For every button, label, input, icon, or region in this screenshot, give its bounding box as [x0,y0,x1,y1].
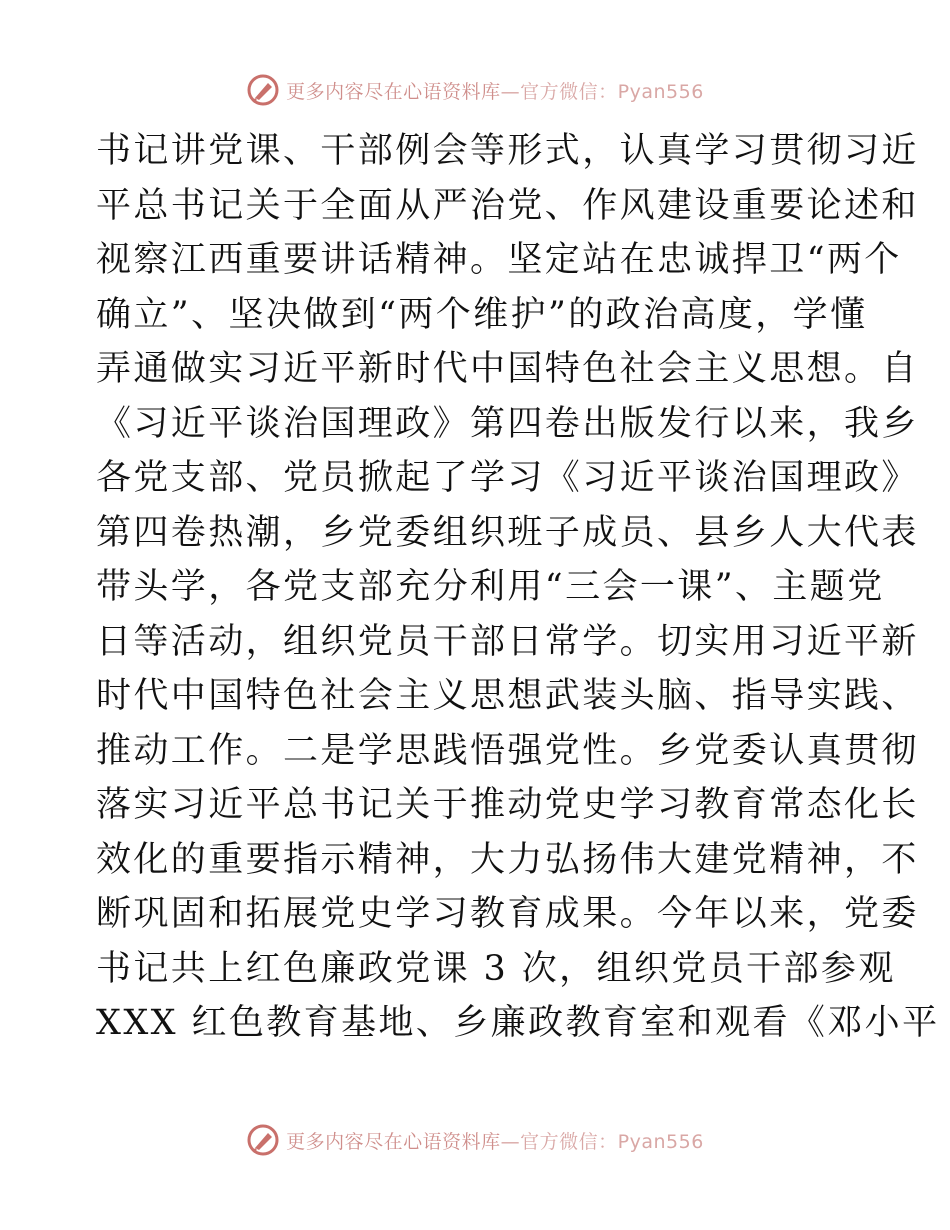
watermark-sep: — [500,1130,521,1153]
watermark-main: 更多内容尽在心语资料库 [286,80,501,103]
body-line: 《习近平谈治国理政》第四卷出版发行以来，我乡 [96,403,919,444]
header-watermark [0,70,950,110]
document-body [96,126,940,1053]
watermark-text [286,77,704,104]
body-line: 书记讲党课、干部例会等形式，认真学习贯彻习近 [96,131,919,171]
pen-logo-icon [246,1123,280,1157]
body-line: XXX 红色教育基地、乡廉政教育室和观看《邓小平 [96,1003,940,1043]
body-line: 各党支部、党员掀起了学习《习近平谈治国理政》 [96,458,919,498]
watermark-tail: 官方微信：Pyan556 [520,80,704,103]
body-line: 视察江西重要讲话精神。坚定站在忠诚捍卫“两个 [96,240,902,280]
body-line: 确立”、坚决做到“两个维护”的政治高度，学懂 [96,294,868,335]
watermark-text [286,1127,704,1154]
pen-logo-icon [246,73,280,107]
watermark-sep: — [500,80,521,103]
body-line: 带头学，各党支部充分利用“三会一课”、主题党 [96,567,885,607]
body-line: 平总书记关于全面从严治党、作风建设重要论述和 [96,185,919,226]
body-line: 效化的重要指示精神，大力弘扬伟大建党精神，不 [96,839,919,880]
body-line: 日等活动，组织党员干部日常学。切实用习近平新 [96,621,919,662]
body-line: 落实习近平总书记关于推动党史学习教育常态化长 [96,785,919,825]
body-line: 推动工作。二是学思践悟强党性。乡党委认真贯彻 [96,730,919,771]
body-line: 书记共上红色廉政党课 3 次，组织党员干部参观 [96,948,896,989]
watermark-main: 更多内容尽在心语资料库 [286,1130,501,1153]
footer-watermark [0,1120,950,1160]
body-line: 时代中国特色社会主义思想武装头脑、指导实践、 [96,676,919,716]
body-line: 第四卷热潮，乡党委组织班子成员、县乡人大代表 [96,512,919,553]
body-line: 断巩固和拓展党史学习教育成果。今年以来，党委 [96,894,919,934]
watermark-tail: 官方微信：Pyan556 [520,1130,704,1153]
body-line: 弄通做实习近平新时代中国特色社会主义思想。自 [96,349,919,389]
